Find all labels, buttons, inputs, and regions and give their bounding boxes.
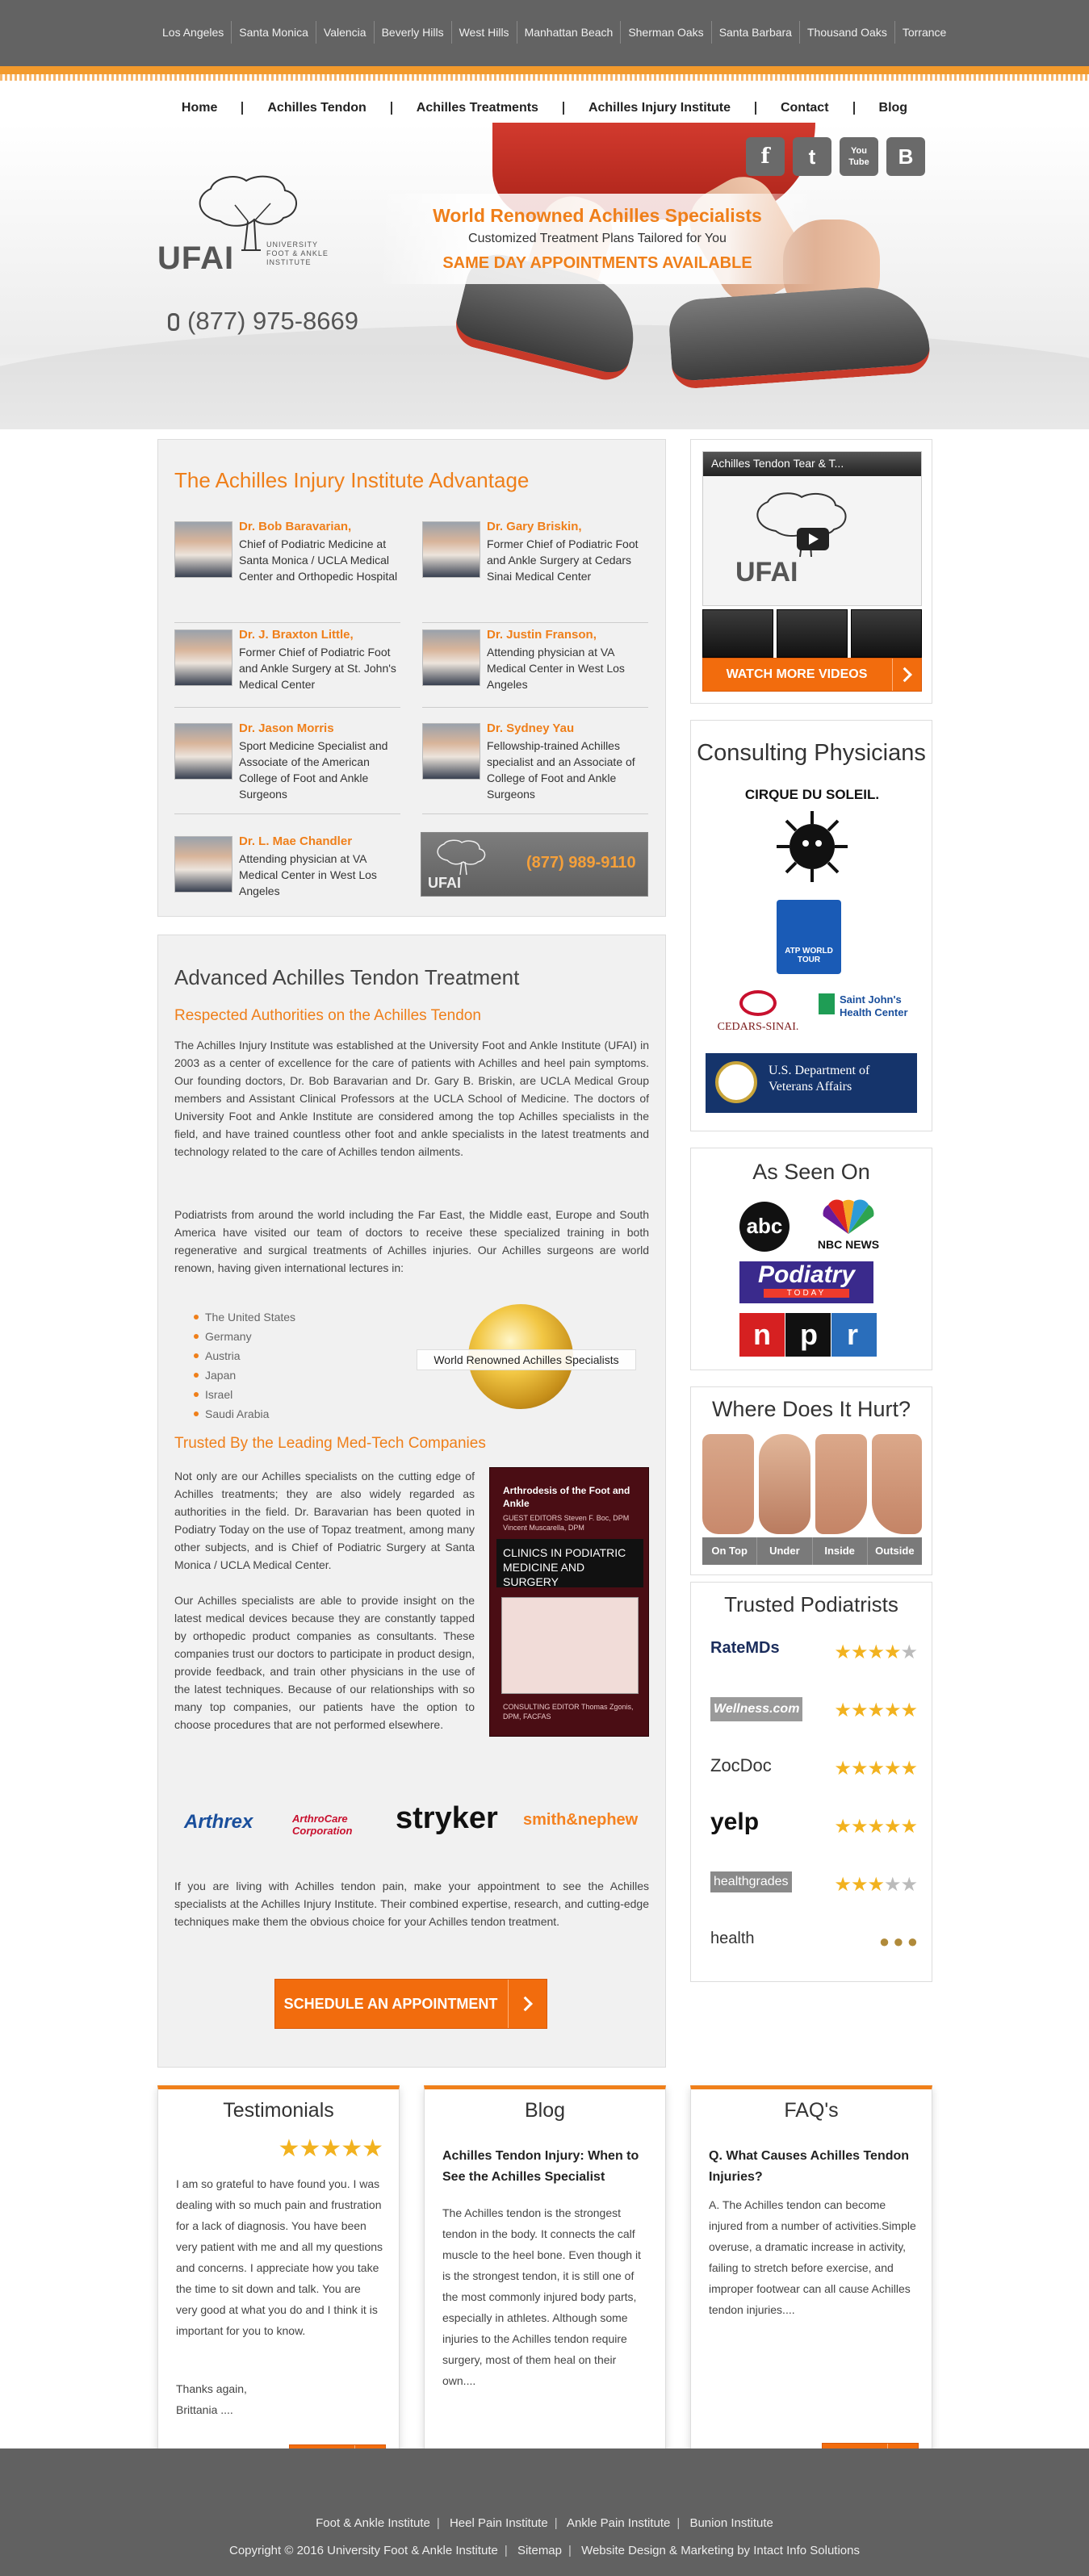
doctor-card[interactable] xyxy=(422,521,648,618)
nav-blog[interactable]: Blog xyxy=(878,101,908,115)
star-rating: ★★★★★ xyxy=(834,1641,917,1663)
countries-list xyxy=(194,1307,295,1424)
medal-icons: ● ● ● xyxy=(878,1931,917,1951)
divider xyxy=(422,813,648,814)
chevron-right-icon xyxy=(508,1980,547,2028)
city-link[interactable]: Manhattan Beach xyxy=(517,21,622,44)
video-title: Achilles Tendon Tear & T... xyxy=(703,452,921,476)
testimonial-signoff: Thanks again, xyxy=(176,2382,247,2395)
svg-text:UFAI: UFAI xyxy=(428,875,462,891)
rating-row-ratemds[interactable] xyxy=(710,1634,917,1670)
divider xyxy=(422,707,648,708)
city-link[interactable]: Valencia xyxy=(316,21,375,44)
foot-under-image[interactable] xyxy=(759,1434,810,1534)
doctor-name[interactable]: Dr. L. Mae Chandler xyxy=(239,834,353,848)
copyright-text: Copyright © 2016 University Foot & Ankle Institute xyxy=(229,2544,498,2557)
doctor-photo xyxy=(422,521,480,578)
journal-name: CLINICS IN PODIATRIC MEDICINE AND SURGERY xyxy=(496,1539,643,1587)
hero-banner xyxy=(0,123,1089,429)
trusted-podiatrists-widget xyxy=(690,1582,932,1982)
foot-outside-image[interactable] xyxy=(872,1434,922,1534)
doctor-desc: Chief of Podiatric Medicine at Santa Monica / UCLA Medical Center and Orthopedic Hospital xyxy=(239,537,398,583)
doctor-photo xyxy=(422,629,480,686)
blog-box xyxy=(424,2085,666,2489)
footer xyxy=(0,2448,1089,2576)
tagline-title: World Renowned Achilles Specialists xyxy=(433,205,762,226)
stryker-logo: stryker xyxy=(396,1801,498,1835)
testimonial-text: I am so grateful to have found you. I was dealing with so much pain and frustration for a lack of diagnosis. You have been very patient with me and all my questions and concerns. I appreciate how you take the time to sit down and talk. You are very good at what you do and I think it is important for you to know. xyxy=(176,2177,383,2337)
nav-contact[interactable]: Contact xyxy=(756,102,855,115)
divider xyxy=(174,707,400,708)
blog-title: Blog xyxy=(524,2099,566,2122)
doctor-desc: Sport Medicine Specialist and Associate of the American College of Foot and Ankle Surgeons xyxy=(239,739,388,801)
arthrocare-logo: ArthroCare Corporation xyxy=(292,1813,353,1837)
running-shoe-icon xyxy=(668,283,932,390)
city-link[interactable]: Thousand Oaks xyxy=(800,21,895,44)
faq-box xyxy=(690,2085,932,2489)
foot-inside-image[interactable] xyxy=(815,1434,867,1534)
doctor-name[interactable]: Dr. J. Braxton Little, xyxy=(239,628,354,642)
tagline-subtitle: Customized Treatment Plans Tailored for You xyxy=(468,232,727,245)
video-thumbnail[interactable] xyxy=(851,609,922,658)
as-seen-on-title: As Seen On xyxy=(752,1160,870,1184)
treatment-paragraph: Not only are our Achilles specialists on the cutting edge of Achilles treatments; they are also widely regarded as authorities in the field. Dr. Baravarian has been quoted in Podiatry Today on the use of Topaz treatment, among many other subjects, and is Chief of Podiatric Surgery at Santa Monica / UCLA Medical Center. xyxy=(174,1470,475,1571)
doctor-card[interactable] xyxy=(174,836,400,933)
advantage-title: The Achilles Injury Institute Advantage xyxy=(174,468,530,492)
phone-icon xyxy=(168,313,179,331)
globe-caption: World Renowned Achilles Specialists xyxy=(417,1349,636,1370)
doctor-card[interactable] xyxy=(422,629,648,726)
faq-title: FAQ's xyxy=(784,2099,839,2122)
where-tabs xyxy=(702,1537,922,1565)
va-seal-icon xyxy=(715,1061,757,1103)
cirque-logo: CIRQUE DU SOLEIL. xyxy=(744,787,880,802)
medtech-subtitle: Trusted By the Leading Med-Tech Companies xyxy=(174,1435,486,1452)
nbc-news-logo: NBC NEWS xyxy=(812,1198,885,1255)
credit-link[interactable]: Website Design & Marketing by Intact Info Solutions xyxy=(581,2544,860,2557)
journal-cover xyxy=(489,1467,649,1737)
doctor-name[interactable]: Dr. Justin Franson, xyxy=(487,628,597,642)
doctor-card[interactable] xyxy=(174,521,400,618)
where-title: Where Does It Hurt? xyxy=(711,1397,911,1421)
city-links xyxy=(155,21,953,44)
doctor-card[interactable] xyxy=(422,723,648,820)
health-logo: health xyxy=(710,1930,755,1947)
video-thumbnail[interactable] xyxy=(702,609,773,658)
city-link[interactable]: Santa Monica xyxy=(232,21,316,44)
doctor-photo xyxy=(174,723,232,780)
doctor-desc: Attending physician at VA Medical Center in West Los Angeles xyxy=(487,646,625,691)
where-does-it-hurt-widget xyxy=(690,1386,932,1575)
nav-achilles-treatments[interactable]: Achilles Treatments xyxy=(392,102,564,115)
doctor-name[interactable]: Dr. Bob Baravarian, xyxy=(239,520,352,533)
play-icon[interactable] xyxy=(797,528,829,550)
schedule-appointment-button[interactable]: SCHEDULE AN APPOINTMENT xyxy=(274,1979,547,2029)
dotted-stripe xyxy=(0,74,1089,81)
star-rating: ★★★★★ xyxy=(834,1700,917,1721)
nav-achilles-injury-institute[interactable]: Achilles Injury Institute xyxy=(564,102,756,115)
blog-post-title[interactable]: Achilles Tendon Injury: When to See the Achilles Specialist xyxy=(442,2149,639,2184)
treatment-subtitle: Respected Authorities on the Achilles Tendon xyxy=(174,1007,481,1024)
facebook-icon[interactable]: f xyxy=(746,137,785,176)
blog-excerpt: The Achilles tendon is the strongest tendon in the body. It connects the calf muscle to the heel bone. Even though it is the strongest tendon, it is still one of the most commonly injured body parts, especially in athletes. Although some injuries to the Achilles tendon require surgery, most of them heal on their own.... xyxy=(442,2206,641,2387)
testimonials-box xyxy=(157,2085,400,2489)
cedars-icon xyxy=(739,990,777,1016)
doctor-card[interactable] xyxy=(174,629,400,726)
list-item: Germany xyxy=(194,1327,295,1346)
video-thumbnails xyxy=(702,609,922,658)
contact-phone[interactable]: (877) 989-9110 xyxy=(526,854,636,872)
ratemds-logo: RateMDs xyxy=(710,1639,780,1657)
va-logo: U.S. Department of Veterans Affairs xyxy=(706,1053,917,1113)
trusted-podiatrists-title: Trusted Podiatrists xyxy=(724,1592,898,1616)
treatment-title: Advanced Achilles Tendon Treatment xyxy=(174,965,520,989)
faq-answer: A. The Achilles tendon can become injured from a number of activities.Simple overuse, a dramatic increase in activity, failing to stretch before exercise, and improper footwear can all cause Achilles tendon injuries.... xyxy=(709,2198,916,2316)
journal-footer: CONSULTING EDITOR Thomas Zgonis, DPM, FACFAS xyxy=(503,1703,634,1721)
healthgrades-logo: healthgrades xyxy=(710,1871,792,1892)
journal-title: Arthrodesis of the Foot and Ankle GUEST EDITORS Steven F. Boc, DPM Vincent Muscarella, DPM xyxy=(503,1485,630,1532)
ufai-logo-small xyxy=(426,839,521,891)
rating-row-yelp[interactable] xyxy=(710,1809,917,1844)
footer-copyright: Copyright © 2016 University Foot & Ankle Institute | Sitemap | Website Design & Marketing by Intact Info Solutions xyxy=(229,2544,860,2557)
wellness-logo: Wellness.com xyxy=(710,1697,802,1721)
phone-contact-box[interactable] xyxy=(421,832,648,897)
sun-mask-icon xyxy=(775,809,849,884)
doctor-desc: Attending physician at VA Medical Center in West Los Angeles xyxy=(239,852,377,897)
cedars-sinai-logo: CEDARS-SINAI. xyxy=(706,990,810,1034)
video-thumbnail[interactable] xyxy=(777,609,848,658)
peacock-icon xyxy=(820,1198,877,1234)
divider xyxy=(174,813,400,814)
rating-row-health[interactable] xyxy=(710,1925,917,1960)
footer-links: Foot & Ankle Institute | Heel Pain Institute | Ankle Pain Institute | Bunion Institute xyxy=(316,2516,773,2530)
star-rating: ★★★★★ xyxy=(834,1874,917,1896)
tab-under[interactable]: Under xyxy=(757,1537,812,1565)
star-rating: ★★★★★ xyxy=(834,1758,917,1779)
doctor-photo xyxy=(422,723,480,780)
nav-home[interactable]: Home xyxy=(157,102,243,115)
treatment-paragraph: If you are living with Achilles tendon pain, make your appointment to see the Achilles specialists at the Achilles Injury Institute. Their combined expertise, research, and cutting-edge techniques make them the obvious choice for your Achilles tendon treatment. xyxy=(174,1880,649,1928)
city-link[interactable]: Santa Barbara xyxy=(712,21,800,44)
saint-johns-logo: Saint John's Health Center xyxy=(819,993,922,1019)
yelp-logo: yelp xyxy=(710,1809,760,1835)
sitemap-link[interactable]: Sitemap xyxy=(517,2544,562,2557)
doctor-name[interactable]: Dr. Sydney Yau xyxy=(487,721,575,735)
doctor-desc: Former Chief of Podiatric Foot and Ankle Surgery at Cedars Sinai Medical Center xyxy=(487,537,639,583)
footer-link[interactable]: Foot & Ankle Institute xyxy=(316,2516,430,2530)
divider xyxy=(422,622,648,623)
list-item: Israel xyxy=(194,1385,295,1404)
city-bar xyxy=(0,0,1089,66)
zocdoc-logo: ZocDoc xyxy=(710,1755,772,1775)
video-player[interactable] xyxy=(702,451,922,606)
tab-inside[interactable]: Inside xyxy=(813,1537,868,1565)
smith-nephew-logo: smith&nephew xyxy=(523,1811,639,1829)
consulting-title: Consulting Physicians xyxy=(697,740,926,766)
treatment-paragraph: Our Achilles specialists are able to provide insight on the latest medical devices because they are constantly tapped by orthopedic product companies as consultants. These companies trust our doctors to participate in product design, provide feedback, and train other physicians in the use of the latest techniques. Because of our relationships with so many top companies, our patients have the option to choose procedures that are not performed elsewhere. xyxy=(174,1594,475,1731)
list-item: The United States xyxy=(194,1307,295,1327)
chevron-right-icon xyxy=(892,659,921,691)
main-nav xyxy=(0,94,1089,123)
watch-more-videos-button[interactable]: WATCH MORE VIDEOS xyxy=(702,658,922,692)
footer-link[interactable]: Heel Pain Institute xyxy=(449,2516,548,2530)
consulting-physicians-widget xyxy=(690,720,932,1131)
divider xyxy=(174,622,400,623)
treatment-paragraph: Podiatrists from around the world including the Far East, the Middle east, Europe and South America have visited our team of doctors to receive these specialized training in both regenerative and surgical treatments of Achilles injuries. Our Achilles surgeons are world renown, having given international lectures in: xyxy=(174,1208,649,1274)
star-rating: ★★★★★ xyxy=(834,1816,917,1838)
as-seen-on-widget xyxy=(690,1148,932,1370)
doctor-desc: Former Chief of Podiatric Foot and Ankle Surgery at St. John's Medical Center xyxy=(239,646,396,691)
hero-tagline xyxy=(379,194,815,284)
npr-logo: npr xyxy=(739,1313,877,1357)
rating-row-zocdoc[interactable] xyxy=(710,1750,917,1786)
cross-icon xyxy=(819,993,835,1014)
doctor-name[interactable]: Dr. Jason Morris xyxy=(239,721,334,735)
tab-on-top[interactable]: On Top xyxy=(702,1537,757,1565)
testimonial-author: Brittania .... xyxy=(176,2403,233,2416)
rating-row-wellness[interactable] xyxy=(710,1692,917,1728)
doctor-name[interactable]: Dr. Gary Briskin, xyxy=(487,520,582,533)
city-link[interactable]: Los Angeles xyxy=(155,21,232,44)
logo-wordmark: UFAI xyxy=(157,240,235,276)
video-widget xyxy=(690,439,932,704)
city-link[interactable]: Beverly Hills xyxy=(375,21,452,44)
city-link[interactable]: West Hills xyxy=(452,21,517,44)
abc-logo: abc xyxy=(739,1202,790,1252)
doctor-card[interactable] xyxy=(174,723,400,820)
svg-text:UFAI: UFAI xyxy=(735,557,798,588)
hero-phone[interactable]: (877) 975-8669 xyxy=(168,307,358,336)
arthrex-logo: Arthrex xyxy=(184,1811,253,1833)
logo-subtitle: UNIVERSITY FOOT & ANKLE INSTITUTE xyxy=(266,240,329,266)
treatment-paragraph: The Achilles Injury Institute was established at the University Foot and Ankle Institute (UFAI) in 2003 as a center of excellence for the care of patients with Achilles and heel pain symptoms. Our founding doctors, Dr. Bob Baravarian and Dr. Gary B. Briskin, are UCLA Medical Group members and Assistant Clinical Professors at the UCLA School of Medicine. The doctors of University Foot and Ankle Institute are considered among the top Achilles specialists in the field, and have trained countless other foot and ankle specialists in the latest treatments and technology related to the care of Achilles tendon ailments. xyxy=(174,1039,649,1158)
twitter-icon[interactable]: t xyxy=(793,137,831,176)
journal-figure xyxy=(501,1597,639,1694)
list-item: Saudi Arabia xyxy=(194,1404,295,1424)
testimonials-title: Testimonials xyxy=(223,2099,334,2122)
city-link[interactable]: Torrance xyxy=(902,26,947,39)
footer-link[interactable]: Ankle Pain Institute xyxy=(566,2516,671,2530)
foot-top-image[interactable] xyxy=(702,1434,754,1534)
list-item: Austria xyxy=(194,1346,295,1365)
doctor-desc: Fellowship-trained Achilles specialist and an Associate of College of Foot and Ankle Surgeons xyxy=(487,739,635,801)
youtube-icon[interactable]: You Tube xyxy=(840,137,878,176)
atp-logo: ATP WORLD TOUR xyxy=(777,900,841,974)
city-link[interactable]: Sherman Oaks xyxy=(621,21,711,44)
orange-stripe xyxy=(0,66,1089,74)
list-item: Japan xyxy=(194,1365,295,1385)
doctor-photo xyxy=(174,836,232,893)
faq-question[interactable]: Q. What Causes Achilles Tendon Injuries? xyxy=(709,2149,910,2184)
tab-outside[interactable]: Outside xyxy=(875,1545,915,1557)
rating-row-healthgrades[interactable] xyxy=(710,1867,917,1902)
doctor-photo xyxy=(174,629,232,686)
same-day-appointments: SAME DAY APPOINTMENTS AVAILABLE xyxy=(442,254,752,272)
star-rating: ★★★★★ xyxy=(278,2135,383,2162)
doctor-photo xyxy=(174,521,232,578)
medtech-logos xyxy=(184,1801,651,1846)
podiatry-today-logo: Podiatry TODAY xyxy=(739,1261,873,1303)
footer-link[interactable]: Bunion Institute xyxy=(689,2516,773,2530)
nav-achilles-tendon[interactable]: Achilles Tendon xyxy=(243,102,392,115)
blogger-icon[interactable]: B xyxy=(886,137,925,176)
